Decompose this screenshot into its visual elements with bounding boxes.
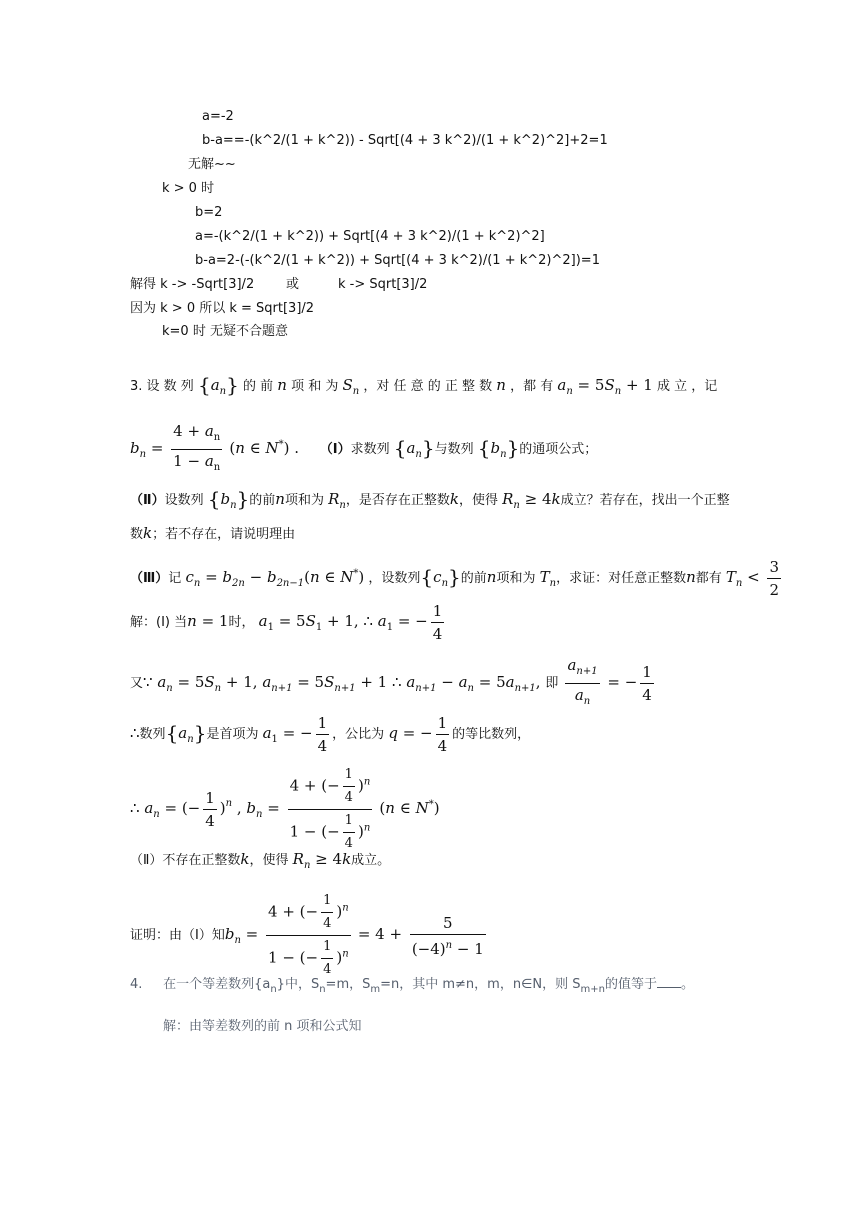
solution-step4: ∴ $a_n$ = (− $\frac{1}{4}$ )$^n$ , $b_n$ = 4 + (− $\frac{1}{4}$ )$^n$ 1 − (− $\frac{1}{4}$ )$^n$ (n ∈ N*) [130,764,440,855]
line-b-a-expr: b-a=2-(-(k^2/(1 + k^2)) + Sqrt[(4 + 3 k^2)/(1 + k^2)^2])=1 [195,253,600,268]
solution-proof: 证明：由（Ⅰ）知$b_n$ = 4 + (− $\frac{1}{4}$ )$^n$ 1 − (− $\frac{1}{4}$ )$^n$ = 4 + $\frac{5}{(-4)^n - 1}$ [130,890,489,981]
problem3-part2: （Ⅱ）设数列 $\{b_n\}$的前n项和为 $R_n$，是否存在正整数k，使得 $R_n \ge 4k$成立？若存在，找出一个正整 [130,487,730,511]
line-a-eq: a=-2 [202,109,234,124]
answer-blank [657,987,681,988]
line-solve-a: 解得 k -> -Sqrt[3]/2 [130,277,255,292]
problem4-statement: 4. 在一个等差数列$\{a_n\}$中，$S_n=m$，$S_m=n$，其中 m≠n，m，n∈N，则 $S_{m+n}$的值等于 。 [130,977,695,995]
line-b-eq: b=2 [195,205,223,220]
solution-step1: 解：(Ⅰ) 当n = 1时， $a_1 = 5S_1 + 1$, ∴ $a_1$ = − $\frac{1}{4}$ [130,602,443,643]
line-k-zero: k=0 时 无疑不合题意 [162,324,288,339]
solution-step2: 又∵ $a_n = 5S_n + 1$, $a_{n+1} = 5S_{n+1} + 1$ ∴ $a_{n+1} - a_n = 5a_{n+1}$, 即 $\frac{a_{n+1}}{a_n}$ = − $\frac{1}{4}$ [130,654,657,713]
line-because: 因为 k > 0 所以 k = Sqrt[3]/2 [130,301,315,316]
line-b-minus-a: b-a==-(k^2/(1 + k^2)) - Sqrt[(4 + 3 k^2)/(1 + k^2)^2]+2=1 [202,133,608,148]
problem3-bn-def: $b_n$ = $\frac{4 + a_n}{1 - a_n}$ (n ∈ N*) . （Ⅰ）求数列 $\{a_n\}$与数列 $\{b_n\}$的通项公式； [130,420,597,479]
solution-part2-claim: （Ⅱ）不存在正整数k，使得 $R_n \ge 4k$成立。 [130,850,391,871]
line-solve-c: k -> Sqrt[3]/2 [338,277,428,292]
problem3-part2-cont: 数k；若不存在，请说明理由 [130,524,296,542]
line-k-positive: k > 0 时 [162,181,215,196]
solution-step3: ∴数列$\{a_n\}$是首项为 $a_1$ = − $\frac{1}{4}$ ，公比为 q = − $\frac{1}{4}$ 的等比数列， [130,714,531,755]
problem3-part3: （Ⅲ）记 $c_n = b_{2n} - b_{2n-1}(n$ ∈ N*) ，设数列$\{c_n\}$的前n项和为 $T_n$，求证：对任意正整数n都有 $T_n$ < $\frac{3}{2}$ [130,558,780,599]
line-a-expr: a=-(k^2/(1 + k^2)) + Sqrt[(4 + 3 k^2)/(1 + k^2)^2] [195,229,545,244]
problem4-solution: 解：由等差数列的前 n 项和公式知 [163,1019,362,1034]
line-no-solution: 无解~~ [188,157,236,172]
problem3-intro: 3. 设 数 列 $\{a_n\}$ 的 前 n 项 和 为 $S_n$ ，对 任 意 的 正 整 数 n ，都 有 $a_n = 5S_n + 1$ 成 立 ，记 [130,373,718,397]
line-solve-or: 或 [286,277,300,292]
